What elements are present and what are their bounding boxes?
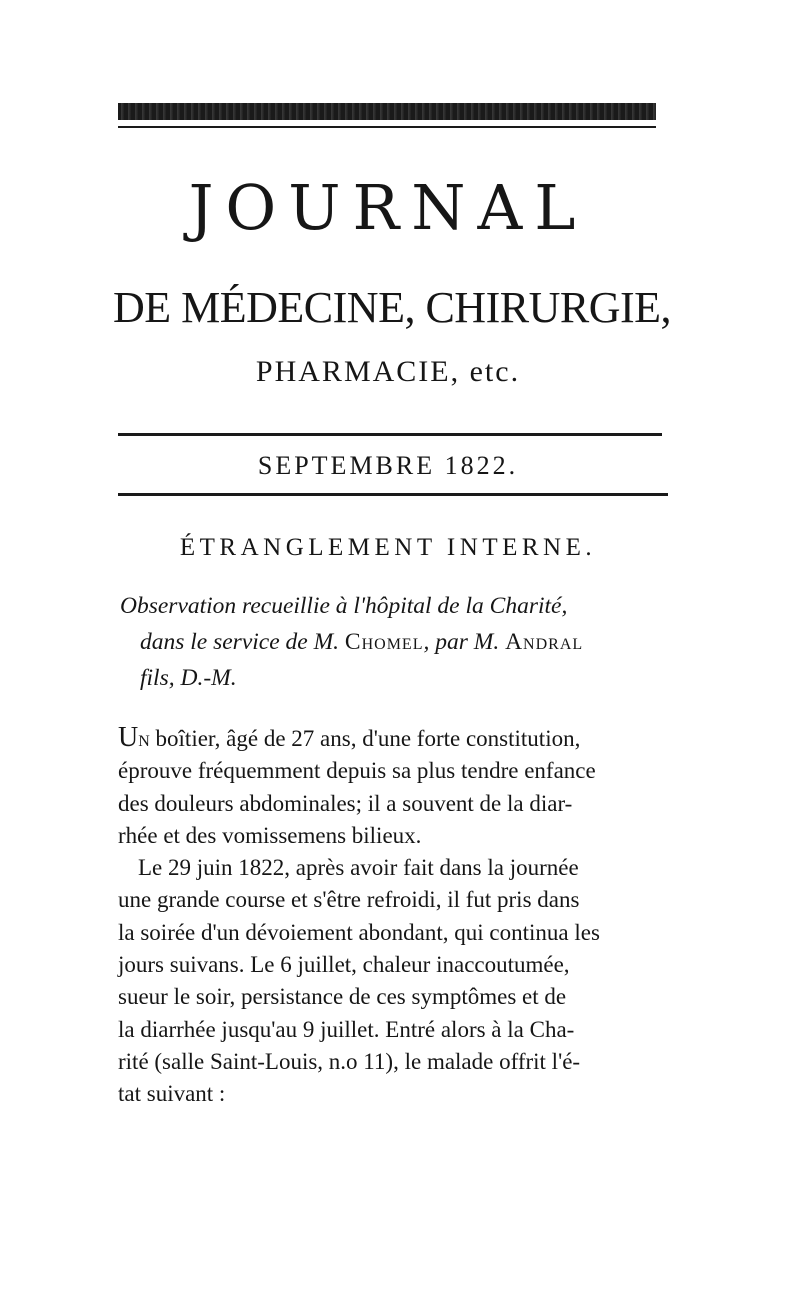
drop-cap: U [118,722,139,753]
issue-date: SEPTEMBRE 1822. [257,451,519,480]
top-thin-rule [118,126,656,128]
article-body [118,722,678,1111]
observation-line-2-a: dans le service de M. [140,629,345,655]
article-title: ÉTRANGLEMENT INTERNE. [179,534,597,561]
paragraph-1-line-1-text: boîtier, âgé de 27 ans, d'une forte constitution, [149,726,581,751]
paragraph-2-line-8: tat suivant : [118,1081,226,1107]
journal-subtitle-pharmacie: PHARMACIE, etc. [255,355,521,388]
paragraph-2-line-6: la diarrhée jusqu'au 9 juillet. Entré alors à la Cha- [118,1016,575,1042]
ornamental-top-rule [118,103,656,120]
journal-title: JOURNAL [188,171,588,244]
paragraph-1-line-2: éprouve fréquemment depuis sa plus tendre enfance [118,758,596,784]
observation-line-1: Observation recueillie à l'hôpital de la Charité, [120,593,568,619]
paragraph-2-line-1: Le 29 juin 1822, après avoir fait dans la journée [138,855,579,881]
observation-line-2 [120,624,680,660]
physician-name-chomel: Chomel [344,629,424,655]
upper-date-rule [118,433,662,436]
lower-date-rule [118,493,668,496]
paragraph-1-line-3: des douleurs abdominales; il a souvent de la diar- [118,790,573,816]
paragraph-2-line-3: la soirée d'un dévoiement abondant, qui continua les [118,919,600,945]
drop-cap-lead: n [138,726,150,751]
journal-subtitle: DE MÉDECINE, CHIRURGIE, [112,283,671,332]
observation-note [120,588,680,696]
paragraph-1-line-1 [118,722,678,755]
physician-name-andral: Andral [505,629,584,655]
observation-line-2-b: , par M. [423,629,506,655]
paragraph-2-line-7: rité (salle Saint-Louis, n.o 11), le malade offrit l'é- [118,1048,581,1074]
observation-line-3: fils, D.-M. [140,665,237,691]
paragraph-2-line-4: jours suivans. Le 6 juillet, chaleur inaccoutumée, [118,952,570,978]
paragraph-2-line-5: sueur le soir, persistance de ces symptômes et de [118,984,567,1010]
paragraph-1-line-4: rhée et des vomissemens bilieux. [118,822,422,848]
paragraph-2-line-2: une grande course et s'être refroidi, il fut pris dans [118,887,580,913]
